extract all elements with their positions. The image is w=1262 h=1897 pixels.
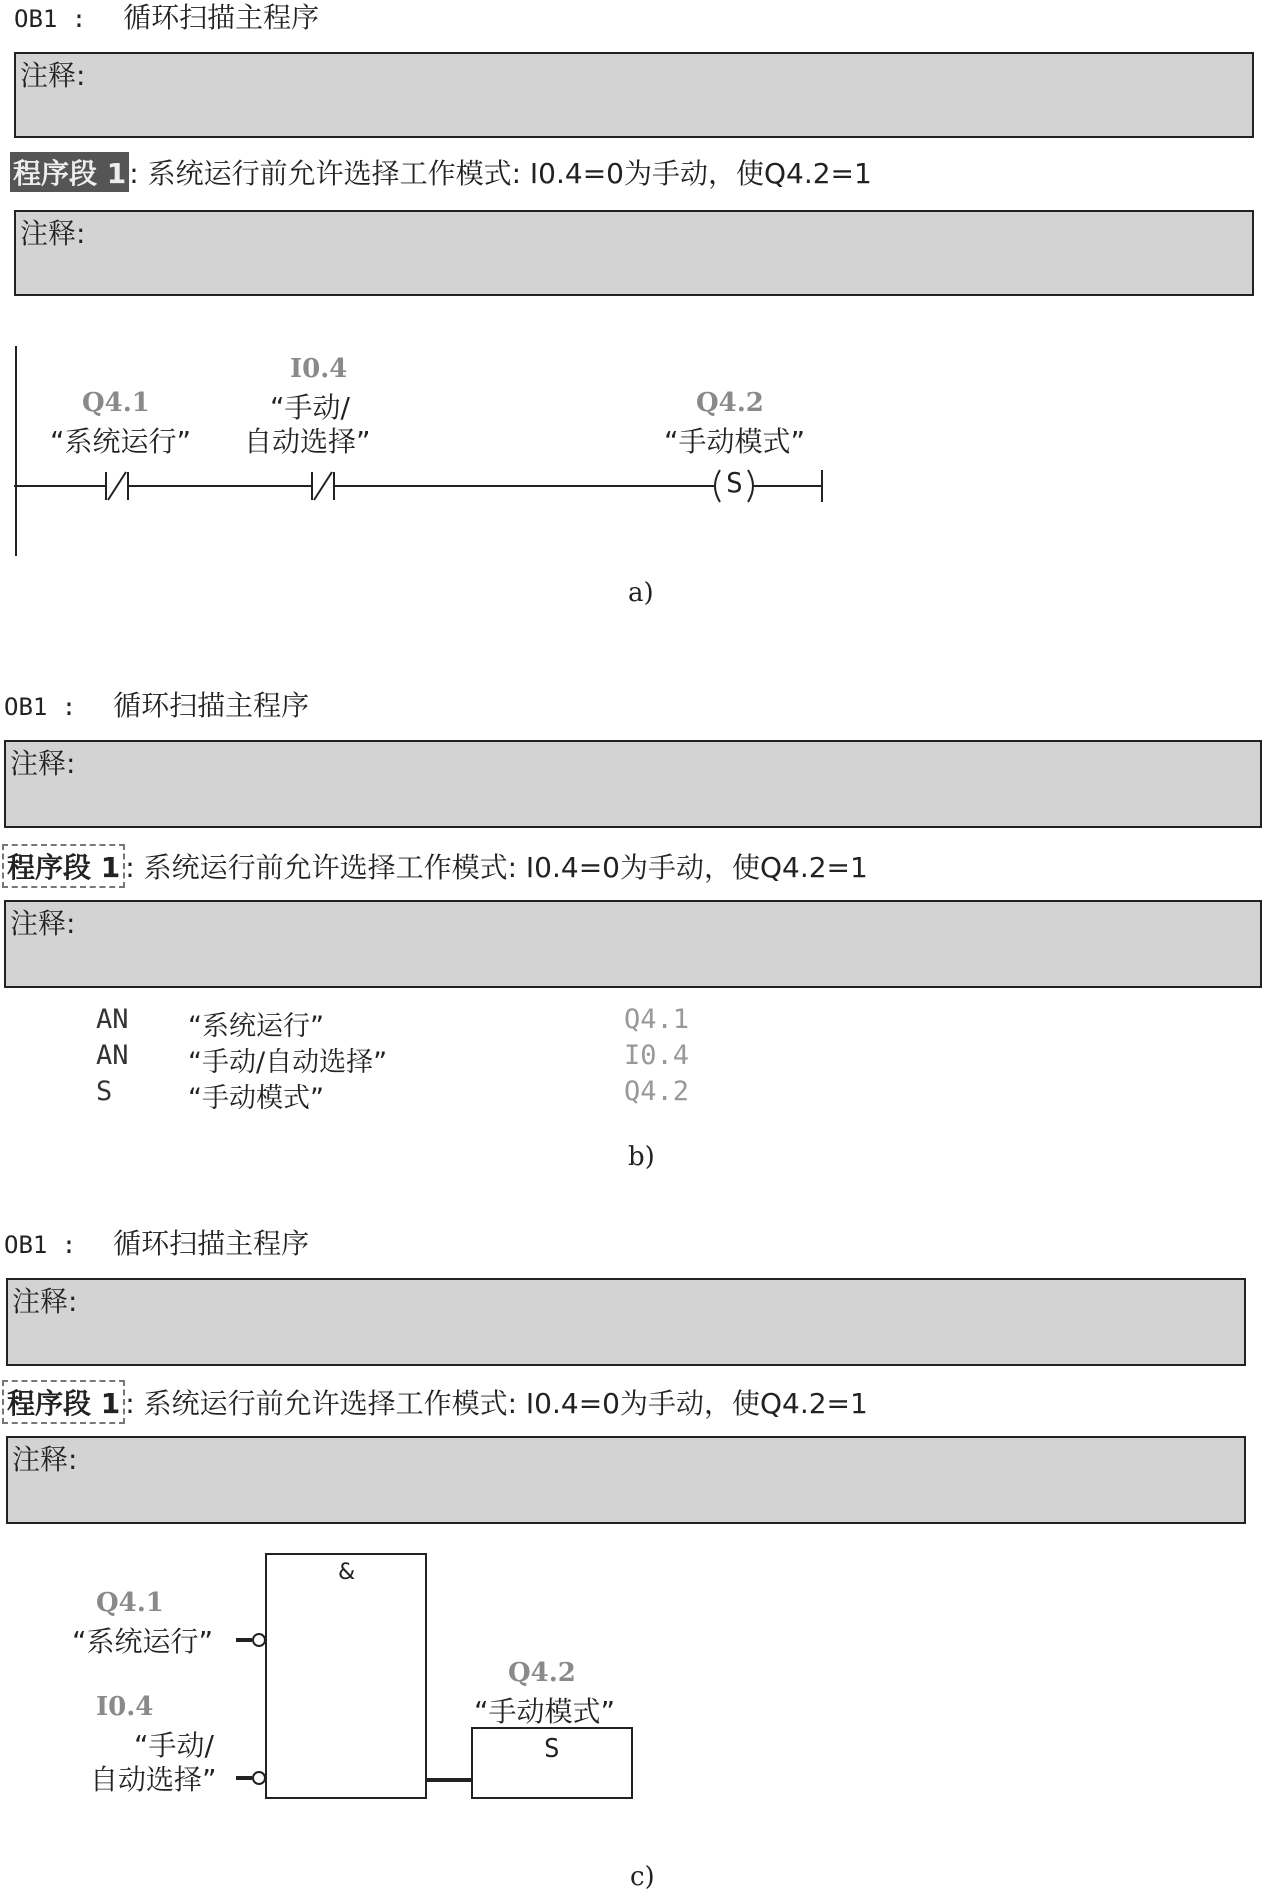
ob-title: 循环扫描主程序 [113, 1227, 310, 1260]
network-colon: : [125, 851, 135, 884]
network-title: 系统运行前允许选择工作模式: I0.4=0为手动，使Q4.2=1 [143, 851, 868, 884]
ob-title: 循环扫描主程序 [113, 689, 310, 722]
ob-code: OB1 : [4, 1231, 77, 1259]
comment-label: 注释: [10, 747, 76, 780]
stl-symbol: “系统运行” [188, 1011, 324, 1042]
network-label[interactable]: 程序段 1 [10, 152, 129, 192]
input1-addr: Q4.1 [96, 1588, 164, 1618]
coil-symbol: “手动模式” [664, 425, 806, 458]
negation-circle [253, 1772, 265, 1784]
stl-symbol: “手动/自动选择” [188, 1047, 388, 1078]
stl-addr: I0.4 [624, 1040, 690, 1071]
caption-a: a) [628, 578, 654, 608]
contact1-addr: Q4.1 [82, 388, 150, 418]
caption-c: c) [630, 1862, 655, 1892]
contact2-addr: I0.4 [290, 354, 348, 384]
input1-symbol: “系统运行” [72, 1625, 214, 1658]
network-label[interactable]: 程序段 1 [2, 1380, 125, 1424]
negation-circle [253, 1634, 265, 1646]
network-label[interactable]: 程序段 1 [2, 844, 125, 888]
comment-label: 注释: [12, 1285, 78, 1318]
input2-addr: I0.4 [96, 1692, 154, 1722]
network-title: 系统运行前允许选择工作模式: I0.4=0为手动，使Q4.2=1 [143, 1387, 868, 1420]
caption-b: b) [628, 1142, 655, 1172]
contact2-symbol-line1: “手动/ [270, 391, 350, 424]
ob-code: OB1 : [14, 5, 87, 33]
contact2-symbol-line2: 自动选择” [244, 425, 371, 458]
network-comment-label: 注释: [10, 907, 76, 940]
stl-op: AN [96, 1040, 129, 1071]
ob-code: OB1 : [4, 693, 77, 721]
network-comment-label: 注释: [20, 217, 86, 250]
stl-addr: Q4.1 [624, 1004, 690, 1035]
network-title: 系统运行前允许选择工作模式: I0.4=0为手动，使Q4.2=1 [147, 157, 872, 190]
input2-symbol-line1: “手动/ [134, 1729, 214, 1762]
stl-addr: Q4.2 [624, 1076, 690, 1107]
contact1-symbol: “系统运行” [50, 425, 192, 458]
stl-op: S [96, 1076, 113, 1107]
set-label: S [544, 1734, 560, 1764]
input2-symbol-line2: 自动选择” [90, 1763, 217, 1796]
and-label: & [338, 1560, 356, 1585]
output-addr: Q4.2 [508, 1658, 576, 1688]
network-colon: : [125, 1387, 135, 1420]
network-colon: : [129, 157, 139, 190]
output-symbol: “手动模式” [474, 1695, 616, 1728]
stl-op: AN [96, 1004, 129, 1035]
stl-symbol: “手动模式” [188, 1083, 324, 1114]
network-comment-label: 注释: [12, 1443, 78, 1476]
coil-addr: Q4.2 [696, 388, 764, 418]
comment-label: 注释: [20, 59, 86, 92]
coil-label: S [726, 466, 743, 499]
ob-title: 循环扫描主程序 [123, 1, 320, 34]
and-block [266, 1554, 426, 1798]
